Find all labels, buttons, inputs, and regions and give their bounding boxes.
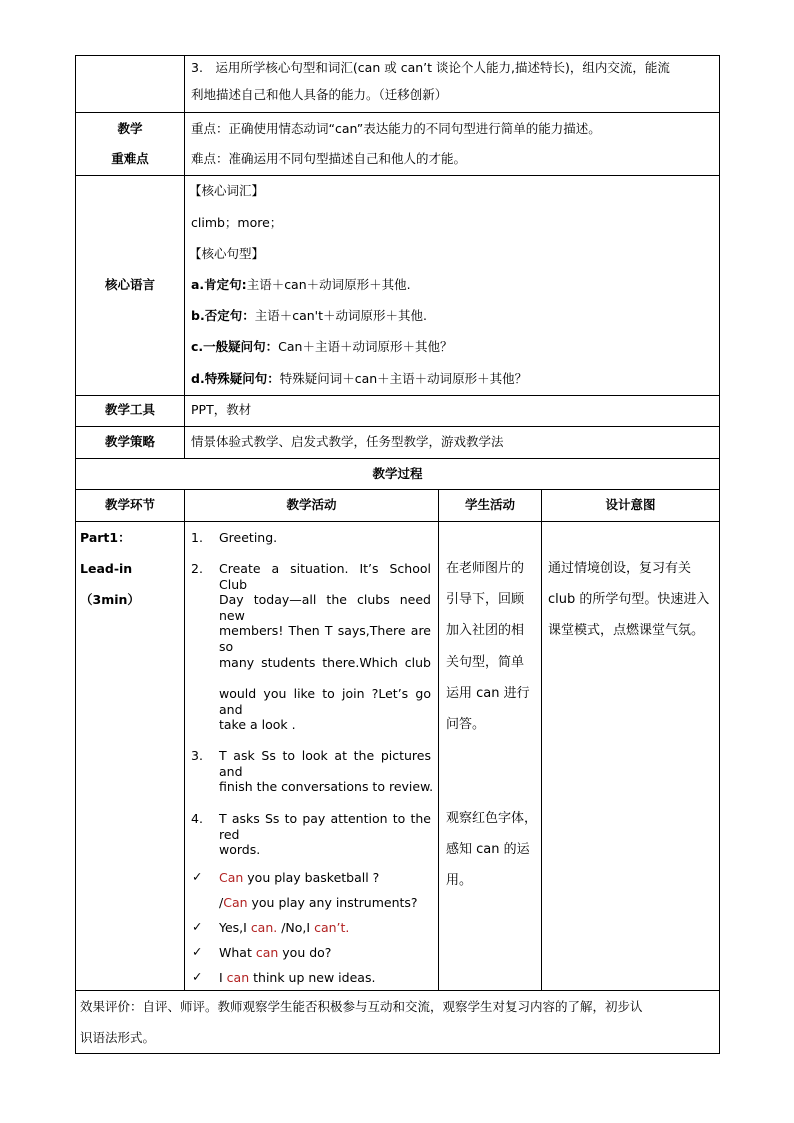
table-rule	[75, 458, 720, 459]
highlight-word: Can	[219, 870, 244, 885]
student-activity-line: 问答。	[446, 717, 486, 732]
activity-line: Day today—all the clubs need new	[219, 592, 431, 623]
highlight-word: can’t.	[314, 920, 350, 935]
strategy-label: 教学策略	[104, 434, 155, 449]
design-intent-line: club 的所学句型。快速进入	[548, 592, 710, 607]
highlight-word: can.	[250, 920, 278, 935]
objective-3-line1: 3. 运用所学核心句型和词汇(can 或 can’t 谈论个人能力,描述特长)，组内交流，能流	[191, 60, 670, 75]
design-intent-line: 通过情境创设，复习有关	[548, 561, 692, 576]
student-activity-line: 关句型，简单	[446, 655, 525, 670]
table-rule	[75, 395, 720, 396]
pattern-text: 主语＋can＋动词原形＋其他.	[246, 277, 411, 292]
example-sentence	[219, 870, 379, 886]
process-title: 教学过程	[372, 466, 423, 481]
table-rule	[75, 489, 720, 490]
table-rule	[75, 426, 720, 427]
activity-number: 4.	[191, 811, 203, 826]
example-sentence	[219, 970, 375, 986]
pattern-prefix: a.肯定句:	[191, 277, 247, 292]
evaluation-line1	[80, 999, 643, 1015]
example-text: you play any instruments?	[247, 895, 418, 910]
pattern-affirmative	[191, 277, 411, 293]
header-design-intent: 设计意图	[605, 497, 656, 512]
student-activity-line: 用。	[446, 873, 473, 888]
example-text: /No,I	[277, 920, 315, 935]
activity-line: Greeting.	[219, 530, 278, 545]
core-language-label: 核心语言	[104, 277, 155, 292]
header-stage: 教学环节	[104, 497, 155, 512]
table-rule	[438, 489, 439, 991]
table-rule	[75, 521, 720, 522]
activity-number: 2.	[191, 561, 203, 576]
tools-value: PPT，教材	[191, 402, 252, 417]
activity-line: T ask Ss to look at the pictures and	[219, 748, 431, 779]
activity-number: 3.	[191, 748, 203, 763]
pattern-text: Can＋主语＋动词原形＋其他？	[278, 339, 453, 354]
check-icon: ✓	[192, 919, 203, 934]
activity-line: would you like to join ?Let’s go and	[219, 686, 431, 717]
pattern-prefix: d.特殊疑问句：	[191, 371, 280, 386]
check-icon: ✓	[192, 969, 203, 984]
example-text: /	[219, 895, 224, 910]
check-icon: ✓	[192, 869, 203, 884]
example-text: What	[219, 945, 256, 960]
pattern-prefix: c.一般疑问句：	[191, 339, 279, 354]
highlight-word: can	[255, 945, 279, 960]
objective-3-line2: 利地描述自己和他人具备的能力。（迁移创新）	[191, 87, 448, 102]
strategy-value: 情景体验式教学、启发式教学，任务型教学，游戏教学法	[191, 434, 504, 449]
highlight-word: can	[226, 970, 250, 985]
key-points-label: 教学	[117, 121, 143, 136]
example-sentence	[219, 920, 349, 936]
vocab-list: climb；more；	[191, 215, 283, 230]
stage-part: Part1：	[80, 530, 131, 545]
pattern-wh-question	[191, 371, 527, 387]
example-text: I	[219, 970, 227, 985]
example-sentence	[219, 895, 418, 911]
highlight-word: Can	[223, 895, 248, 910]
table-rule	[541, 489, 542, 991]
activity-line: Create a situation. It’s School Club	[219, 561, 431, 592]
sentence-heading: 【核心句型】	[189, 246, 265, 261]
activity-line: members! Then T says,There are so	[219, 623, 431, 654]
vocab-heading: 【核心词汇】	[189, 183, 265, 198]
activity-line: T asks Ss to pay attention to the red	[219, 811, 431, 842]
pattern-text: 主语＋can't＋动词原形＋其他.	[254, 308, 427, 323]
header-student-activity: 学生活动	[464, 497, 515, 512]
student-activity-line: 在老师图片的	[446, 561, 525, 576]
design-intent-line: 课堂模式，点燃课堂气氛。	[548, 623, 705, 638]
important-point: 重点：正确使用情态动词“can”表达能力的不同句型进行简单的能力描述。	[191, 121, 601, 136]
example-text: you play basketball ?	[243, 870, 380, 885]
activity-line: take a look .	[219, 717, 296, 732]
key-points-label: 重难点	[111, 151, 149, 166]
pattern-text: 特殊疑问词＋can＋主语＋动词原形＋其他？	[279, 371, 528, 386]
activity-number: 1.	[191, 530, 203, 545]
stage-duration: （3min）	[80, 592, 140, 607]
student-activity-line: 观察红色字体，	[446, 811, 538, 826]
pattern-negative	[191, 308, 427, 324]
table-rule	[75, 55, 76, 1054]
table-rule	[184, 489, 185, 991]
example-text: Yes,I	[219, 920, 251, 935]
check-icon: ✓	[192, 944, 203, 959]
student-activity-line: 感知 can 的运	[446, 842, 530, 857]
table-rule	[75, 112, 720, 113]
student-activity-line: 加入社团的相	[446, 623, 525, 638]
example-sentence	[219, 945, 331, 961]
difficult-point: 难点：准确运用不同句型描述自己和他人的才能。	[191, 151, 467, 166]
example-text: you do?	[278, 945, 332, 960]
pattern-yes-no-question	[191, 339, 452, 355]
tools-label: 教学工具	[104, 402, 155, 417]
header-teacher-activity: 教学活动	[286, 497, 337, 512]
table-rule	[75, 55, 720, 56]
activity-line: words.	[219, 842, 261, 857]
example-text: think up new ideas.	[249, 970, 376, 985]
table-rule	[75, 175, 720, 176]
table-rule	[75, 1053, 720, 1054]
activity-line: finish the conversations to review.	[219, 779, 434, 794]
table-rule	[75, 990, 720, 991]
table-rule	[184, 55, 185, 459]
evaluation-line2: 识语法形式。	[80, 1030, 156, 1045]
pattern-prefix: b.否定句：	[191, 308, 255, 323]
student-activity-line: 运用 can 进行	[446, 686, 530, 701]
table-rule	[719, 55, 720, 1054]
student-activity-line: 引导下，回顾	[446, 592, 525, 607]
activity-line: many students there.Which club	[219, 655, 431, 670]
evaluation-text: 效果评价：自评、师评。教师观察学生能否积极参与互动和交流，观察学生对复习内容的了解，初步认	[80, 999, 643, 1014]
stage-name: Lead-in	[80, 561, 133, 576]
